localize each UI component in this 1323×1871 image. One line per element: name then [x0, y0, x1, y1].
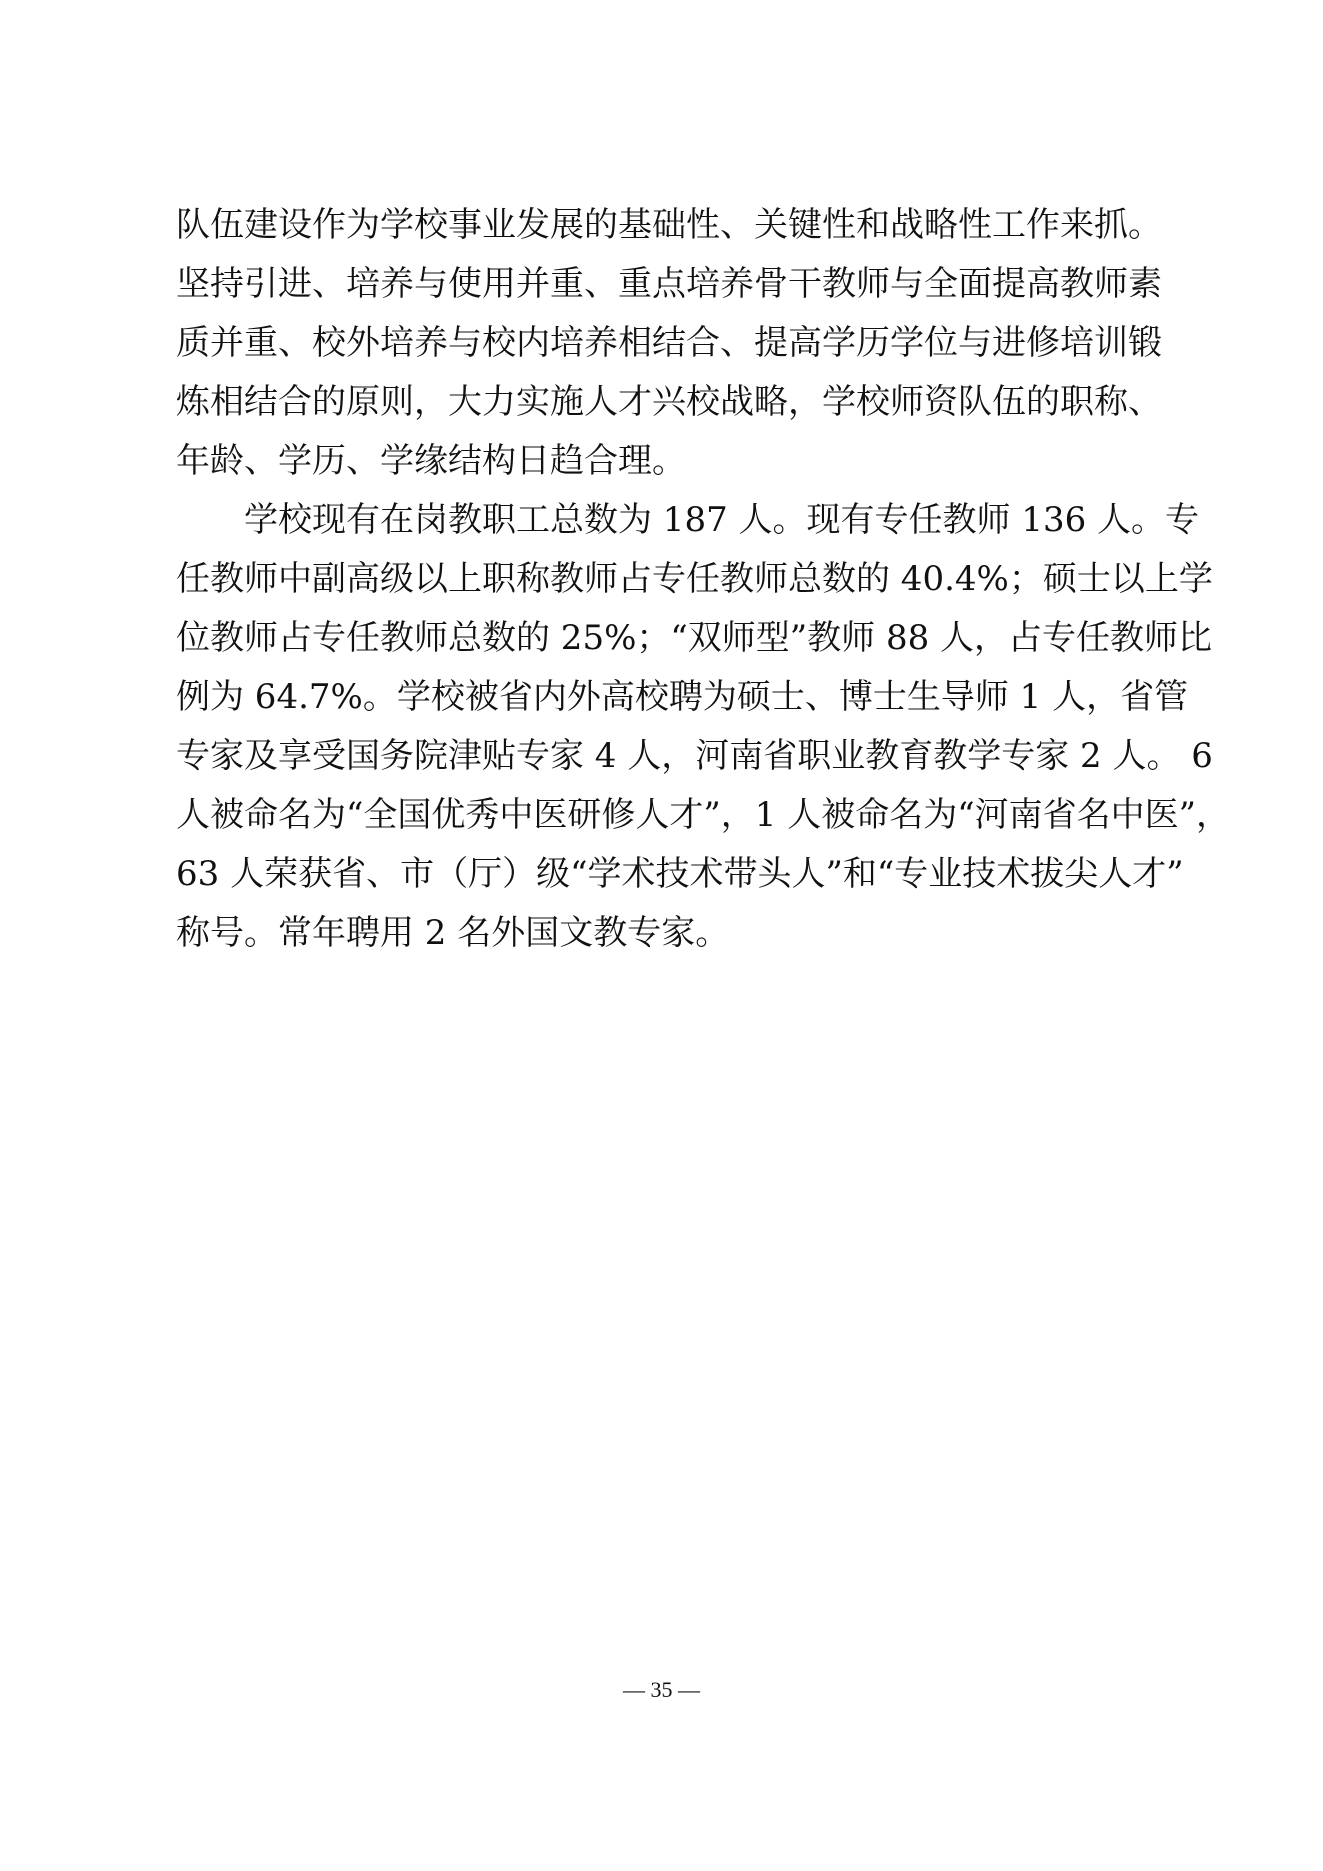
page-number: — 35 —: [623, 1677, 700, 1702]
text-line: 年龄、学历、学缘结构日趋合理。: [176, 441, 686, 481]
text-line: 人被命名为“全国优秀中医研修人才”，1 人被命名为“河南省名中医”，: [176, 795, 1230, 835]
text-line: 质并重、校外培养与校内培养相结合、提高学历学位与进修培训锻: [176, 323, 1162, 363]
text-line: 队伍建设作为学校事业发展的基础性、关键性和战略性工作来抓。: [176, 205, 1162, 245]
text-line: 称号。常年聘用 2 名外国文教专家。: [176, 913, 730, 953]
text-line: 例为 64.7%。学校被省内外高校聘为硕士、博士生导师 1 人，省管: [176, 677, 1189, 717]
text-line: 坚持引进、培养与使用并重、重点培养骨干教师与全面提高教师素: [176, 264, 1162, 304]
text-line: 学校现有在岗教职工总数为 187 人。现有专任教师 136 人。专: [244, 500, 1200, 540]
text-line: 位教师占专任教师总数的 25%；“双师型”教师 88 人，占专任教师比: [176, 618, 1213, 658]
text-line: 炼相结合的原则，大力实施人才兴校战略，学校师资队伍的职称、: [176, 382, 1162, 422]
text-line: 63 人荣获省、市（厅）级“学术技术带头人”和“专业技术拔尖人才”: [176, 854, 1184, 894]
text-line: 任教师中副高级以上职称教师占专任教师总数的 40.4%；硕士以上学: [176, 559, 1213, 599]
text-line: 专家及享受国务院津贴专家 4 人，河南省职业教育教学专家 2 人。 6: [176, 736, 1213, 776]
